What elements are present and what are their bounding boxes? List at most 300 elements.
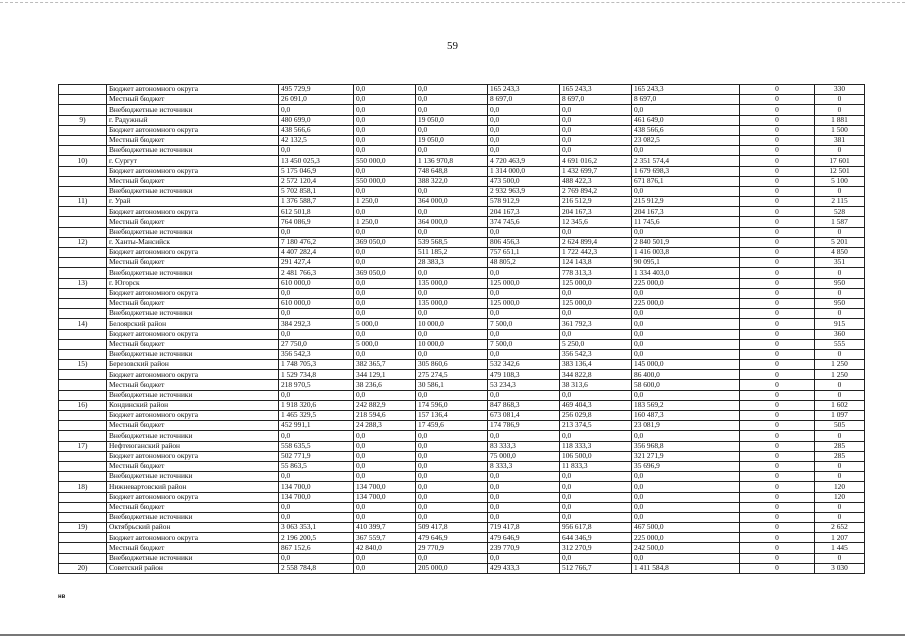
total-value-cell: 612 501,8 (279, 207, 354, 217)
total-value-cell: 495 729,9 (279, 85, 354, 95)
value-col-3-cell: 0,0 (416, 146, 488, 156)
value-col-6-cell: 145 000,0 (632, 360, 740, 370)
value-col-6-cell: 0,0 (632, 288, 740, 298)
value-col-5-cell: 0,0 (560, 227, 632, 237)
row-name-cell: Внебюджетные источники (107, 309, 279, 319)
value-col-8-cell: 3 030 (815, 563, 865, 573)
value-col-3-cell: 0,0 (416, 349, 488, 359)
value-col-6-cell: 1 416 003,8 (632, 248, 740, 258)
value-col-8-cell: 0 (815, 146, 865, 156)
row-number-cell (59, 288, 107, 298)
row-number-cell (59, 380, 107, 390)
table-row (59, 298, 865, 308)
value-col-6-cell: 0,0 (632, 349, 740, 359)
value-col-8-cell: 528 (815, 207, 865, 217)
total-value-cell: 2 481 766,3 (279, 268, 354, 278)
value-col-5-cell: 512 766,7 (560, 563, 632, 573)
row-name-cell: Советский район (107, 563, 279, 573)
value-col-2-cell: 369 050,0 (354, 237, 416, 247)
value-col-4-cell: 4 720 463,9 (488, 156, 560, 166)
value-col-2-cell: 0,0 (354, 472, 416, 482)
value-col-8-cell: 0 (815, 472, 865, 482)
value-col-7-cell: 0 (740, 125, 815, 135)
value-col-3-cell: 135 000,0 (416, 298, 488, 308)
row-number-cell: 12) (59, 237, 107, 247)
value-col-6-cell: 160 487,3 (632, 411, 740, 421)
value-col-5-cell: 0,0 (560, 146, 632, 156)
total-value-cell: 0,0 (279, 512, 354, 522)
value-col-3-cell: 0,0 (416, 288, 488, 298)
value-col-4-cell: 165 243,3 (488, 85, 560, 95)
value-col-8-cell: 915 (815, 319, 865, 329)
row-name-cell: Бюджет автономного округа (107, 207, 279, 217)
value-col-2-cell: 0,0 (354, 125, 416, 135)
value-col-2-cell: 42 840,0 (354, 543, 416, 553)
value-col-2-cell: 0,0 (354, 207, 416, 217)
value-col-7-cell: 0 (740, 390, 815, 400)
row-name-cell: Бюджет автономного округа (107, 85, 279, 95)
value-col-8-cell: 0 (815, 186, 865, 196)
row-name-cell: Местный бюджет (107, 176, 279, 186)
value-col-7-cell: 0 (740, 533, 815, 543)
value-col-7-cell: 0 (740, 105, 815, 115)
value-col-3-cell: 10 000,0 (416, 339, 488, 349)
value-col-8-cell: 0 (815, 309, 865, 319)
row-number-cell (59, 492, 107, 502)
value-col-8-cell: 0 (815, 380, 865, 390)
total-value-cell: 134 700,0 (279, 482, 354, 492)
row-name-cell: Бюджет автономного округа (107, 370, 279, 380)
total-value-cell: 610 000,0 (279, 278, 354, 288)
value-col-4-cell: 1 314 000,0 (488, 166, 560, 176)
value-col-8-cell: 0 (815, 390, 865, 400)
row-name-cell: Внебюджетные источники (107, 431, 279, 441)
total-value-cell: 3 063 353,1 (279, 523, 354, 533)
value-col-7-cell: 0 (740, 339, 815, 349)
table-row (59, 329, 865, 339)
value-col-3-cell: 748 648,8 (416, 166, 488, 176)
value-col-5-cell: 256 029,8 (560, 411, 632, 421)
value-col-7-cell: 0 (740, 309, 815, 319)
row-name-cell: Местный бюджет (107, 543, 279, 553)
value-col-5-cell: 778 313,3 (560, 268, 632, 278)
value-col-5-cell: 165 243,3 (560, 85, 632, 95)
value-col-6-cell: 225 000,0 (632, 533, 740, 543)
value-col-5-cell: 0,0 (560, 431, 632, 441)
value-col-5-cell: 0,0 (560, 553, 632, 563)
value-col-7-cell: 0 (740, 217, 815, 227)
value-col-2-cell: 0,0 (354, 85, 416, 95)
value-col-7-cell: 0 (740, 502, 815, 512)
value-col-2-cell: 0,0 (354, 563, 416, 573)
value-col-8-cell: 1 602 (815, 400, 865, 410)
value-col-6-cell: 671 876,1 (632, 176, 740, 186)
table-row (59, 166, 865, 176)
value-col-8-cell: 120 (815, 492, 865, 502)
value-col-3-cell: 479 646,9 (416, 533, 488, 543)
row-number-cell (59, 339, 107, 349)
table-row (59, 146, 865, 156)
value-col-2-cell: 0,0 (354, 390, 416, 400)
value-col-4-cell: 0,0 (488, 329, 560, 339)
value-col-6-cell: 0,0 (632, 482, 740, 492)
value-col-6-cell: 461 649,0 (632, 115, 740, 125)
row-name-cell: Внебюджетные источники (107, 512, 279, 522)
total-value-cell: 867 152,6 (279, 543, 354, 553)
value-col-8-cell: 0 (815, 288, 865, 298)
total-value-cell: 42 132,5 (279, 135, 354, 145)
value-col-4-cell: 125 000,0 (488, 278, 560, 288)
row-number-cell (59, 207, 107, 217)
value-col-5-cell: 0,0 (560, 329, 632, 339)
row-number-cell (59, 135, 107, 145)
row-number-cell (59, 166, 107, 176)
value-col-7-cell: 0 (740, 237, 815, 247)
value-col-7-cell: 0 (740, 186, 815, 196)
value-col-4-cell: 7 500,0 (488, 339, 560, 349)
value-col-3-cell: 305 860,6 (416, 360, 488, 370)
row-name-cell: г. Сургут (107, 156, 279, 166)
value-col-8-cell: 1 250 (815, 360, 865, 370)
value-col-6-cell: 204 167,3 (632, 207, 740, 217)
value-col-3-cell: 0,0 (416, 125, 488, 135)
value-col-3-cell: 275 274,5 (416, 370, 488, 380)
value-col-3-cell: 0,0 (416, 105, 488, 115)
total-value-cell: 0,0 (279, 502, 354, 512)
value-col-4-cell: 239 770,9 (488, 543, 560, 553)
row-name-cell: Местный бюджет (107, 135, 279, 145)
value-col-5-cell: 2 624 899,4 (560, 237, 632, 247)
row-number-cell (59, 472, 107, 482)
table-row (59, 186, 865, 196)
value-col-2-cell: 550 000,0 (354, 176, 416, 186)
value-col-5-cell: 0,0 (560, 512, 632, 522)
table-row (59, 309, 865, 319)
total-value-cell: 291 427,4 (279, 258, 354, 268)
value-col-8-cell: 330 (815, 85, 865, 95)
value-col-5-cell: 1 722 442,3 (560, 248, 632, 258)
table-row (59, 482, 865, 492)
value-col-7-cell: 0 (740, 523, 815, 533)
row-number-cell: 18) (59, 482, 107, 492)
value-col-4-cell: 806 456,3 (488, 237, 560, 247)
row-number-cell: 13) (59, 278, 107, 288)
row-number-cell (59, 502, 107, 512)
value-col-2-cell: 0,0 (354, 461, 416, 471)
value-col-6-cell: 0,0 (632, 329, 740, 339)
value-col-6-cell: 23 082,5 (632, 135, 740, 145)
value-col-7-cell: 0 (740, 380, 815, 390)
value-col-6-cell: 0,0 (632, 512, 740, 522)
row-number-cell (59, 125, 107, 135)
value-col-4-cell: 83 333,3 (488, 441, 560, 451)
row-number-cell (59, 227, 107, 237)
value-col-3-cell: 17 459,6 (416, 421, 488, 431)
table-row (59, 431, 865, 441)
table-row (59, 176, 865, 186)
value-col-8-cell: 360 (815, 329, 865, 339)
value-col-5-cell: 125 000,0 (560, 278, 632, 288)
table-row (59, 115, 865, 125)
total-value-cell: 7 180 476,2 (279, 237, 354, 247)
value-col-5-cell: 0,0 (560, 135, 632, 145)
value-col-3-cell: 0,0 (416, 512, 488, 522)
table-row (59, 360, 865, 370)
value-col-8-cell: 381 (815, 135, 865, 145)
value-col-2-cell: 0,0 (354, 349, 416, 359)
value-col-4-cell: 0,0 (488, 390, 560, 400)
value-col-3-cell: 29 770,9 (416, 543, 488, 553)
page-number: 59 (447, 40, 458, 52)
value-col-2-cell: 134 700,0 (354, 482, 416, 492)
value-col-5-cell: 8 697,0 (560, 95, 632, 105)
row-number-cell: 17) (59, 441, 107, 451)
row-name-cell: Бюджет автономного округа (107, 411, 279, 421)
value-col-3-cell: 0,0 (416, 227, 488, 237)
value-col-5-cell: 2 769 894,2 (560, 186, 632, 196)
value-col-6-cell: 0,0 (632, 105, 740, 115)
value-col-2-cell: 218 594,6 (354, 411, 416, 421)
value-col-7-cell: 0 (740, 268, 815, 278)
total-value-cell: 480 699,0 (279, 115, 354, 125)
row-number-cell (59, 421, 107, 431)
value-col-7-cell: 0 (740, 431, 815, 441)
value-col-6-cell: 1 679 698,3 (632, 166, 740, 176)
value-col-5-cell: 0,0 (560, 105, 632, 115)
value-col-6-cell: 165 243,3 (632, 85, 740, 95)
row-number-cell (59, 390, 107, 400)
value-col-6-cell: 215 912,9 (632, 197, 740, 207)
value-col-5-cell: 216 512,9 (560, 197, 632, 207)
total-value-cell: 384 292,3 (279, 319, 354, 329)
row-name-cell: г. Ханты-Мансийск (107, 237, 279, 247)
value-col-4-cell: 0,0 (488, 115, 560, 125)
value-col-6-cell: 0,0 (632, 186, 740, 196)
row-name-cell: Местный бюджет (107, 502, 279, 512)
value-col-3-cell: 0,0 (416, 451, 488, 461)
row-number-cell (59, 461, 107, 471)
value-col-8-cell: 351 (815, 258, 865, 268)
value-col-4-cell: 8 333,3 (488, 461, 560, 471)
value-col-7-cell: 0 (740, 553, 815, 563)
value-col-2-cell: 1 250,0 (354, 197, 416, 207)
value-col-3-cell: 539 568,5 (416, 237, 488, 247)
value-col-3-cell: 0,0 (416, 95, 488, 105)
value-col-7-cell: 0 (740, 329, 815, 339)
row-name-cell: Местный бюджет (107, 421, 279, 431)
value-col-7-cell: 0 (740, 461, 815, 471)
value-col-2-cell: 0,0 (354, 309, 416, 319)
value-col-2-cell: 0,0 (354, 146, 416, 156)
value-col-6-cell: 0,0 (632, 472, 740, 482)
value-col-8-cell: 950 (815, 298, 865, 308)
value-col-6-cell: 8 697,0 (632, 95, 740, 105)
value-col-2-cell: 0,0 (354, 95, 416, 105)
value-col-6-cell: 90 095,1 (632, 258, 740, 268)
scan-edge-bottom (0, 634, 905, 636)
value-col-5-cell: 118 333,3 (560, 441, 632, 451)
table-row (59, 441, 865, 451)
value-col-5-cell: 106 500,0 (560, 451, 632, 461)
value-col-7-cell: 0 (740, 360, 815, 370)
row-number-cell (59, 268, 107, 278)
total-value-cell: 13 450 025,3 (279, 156, 354, 166)
value-col-4-cell: 0,0 (488, 553, 560, 563)
value-col-5-cell: 5 250,0 (560, 339, 632, 349)
row-name-cell: г. Урай (107, 197, 279, 207)
value-col-5-cell: 0,0 (560, 288, 632, 298)
table-row (59, 492, 865, 502)
value-col-6-cell: 0,0 (632, 319, 740, 329)
value-col-3-cell: 0,0 (416, 85, 488, 95)
value-col-3-cell: 0,0 (416, 441, 488, 451)
value-col-5-cell: 0,0 (560, 115, 632, 125)
value-col-4-cell: 374 745,6 (488, 217, 560, 227)
value-col-2-cell: 24 288,3 (354, 421, 416, 431)
value-col-6-cell: 0,0 (632, 390, 740, 400)
value-col-7-cell: 0 (740, 349, 815, 359)
value-col-4-cell: 125 000,0 (488, 298, 560, 308)
value-col-5-cell: 0,0 (560, 502, 632, 512)
row-number-cell (59, 349, 107, 359)
value-col-5-cell: 356 542,3 (560, 349, 632, 359)
row-number-cell: 19) (59, 523, 107, 533)
total-value-cell: 452 991,1 (279, 421, 354, 431)
value-col-3-cell: 0,0 (416, 461, 488, 471)
total-value-cell: 2 196 200,5 (279, 533, 354, 543)
value-col-2-cell: 0,0 (354, 258, 416, 268)
row-name-cell: Березовский район (107, 360, 279, 370)
value-col-3-cell: 174 596,0 (416, 400, 488, 410)
value-col-4-cell: 578 912,9 (488, 197, 560, 207)
value-col-5-cell: 125 000,0 (560, 298, 632, 308)
value-col-6-cell: 225 000,0 (632, 298, 740, 308)
value-col-3-cell: 157 136,4 (416, 411, 488, 421)
value-col-2-cell: 0,0 (354, 135, 416, 145)
value-col-2-cell: 134 700,0 (354, 492, 416, 502)
value-col-3-cell: 0,0 (416, 207, 488, 217)
value-col-4-cell: 429 433,3 (488, 563, 560, 573)
value-col-4-cell: 0,0 (488, 502, 560, 512)
row-number-cell (59, 95, 107, 105)
value-col-6-cell: 321 271,9 (632, 451, 740, 461)
value-col-6-cell: 356 968,8 (632, 441, 740, 451)
value-col-4-cell: 174 786,9 (488, 421, 560, 431)
value-col-7-cell: 0 (740, 482, 815, 492)
value-col-5-cell: 344 822,8 (560, 370, 632, 380)
value-col-4-cell: 0,0 (488, 227, 560, 237)
table-row (59, 278, 865, 288)
value-col-6-cell: 225 000,0 (632, 278, 740, 288)
value-col-4-cell: 7 500,0 (488, 319, 560, 329)
row-name-cell: Нижневартовский район (107, 482, 279, 492)
value-col-8-cell: 0 (815, 502, 865, 512)
value-col-7-cell: 0 (740, 197, 815, 207)
value-col-7-cell: 0 (740, 451, 815, 461)
total-value-cell: 218 970,5 (279, 380, 354, 390)
row-name-cell: Внебюджетные источники (107, 472, 279, 482)
total-value-cell: 26 091,0 (279, 95, 354, 105)
row-number-cell: 14) (59, 319, 107, 329)
table-row (59, 217, 865, 227)
value-col-8-cell: 5 201 (815, 237, 865, 247)
value-col-5-cell: 312 270,9 (560, 543, 632, 553)
value-col-8-cell: 0 (815, 461, 865, 471)
value-col-8-cell: 0 (815, 105, 865, 115)
table-row (59, 268, 865, 278)
value-col-5-cell: 0,0 (560, 482, 632, 492)
value-col-4-cell: 0,0 (488, 349, 560, 359)
value-col-5-cell: 0,0 (560, 492, 632, 502)
value-col-4-cell: 0,0 (488, 492, 560, 502)
value-col-3-cell: 1 136 970,8 (416, 156, 488, 166)
value-col-5-cell: 4 691 016,2 (560, 156, 632, 166)
table-row (59, 156, 865, 166)
value-col-3-cell: 364 000,0 (416, 217, 488, 227)
table-row (59, 207, 865, 217)
table-row (59, 319, 865, 329)
value-col-3-cell: 10 000,0 (416, 319, 488, 329)
table-row (59, 472, 865, 482)
value-col-2-cell: 0,0 (354, 186, 416, 196)
value-col-8-cell: 285 (815, 441, 865, 451)
row-name-cell: Бюджет автономного округа (107, 166, 279, 176)
row-name-cell: Местный бюджет (107, 461, 279, 471)
table-row (59, 349, 865, 359)
row-name-cell: Октябрьский район (107, 523, 279, 533)
value-col-7-cell: 0 (740, 258, 815, 268)
value-col-4-cell: 0,0 (488, 309, 560, 319)
value-col-4-cell: 0,0 (488, 125, 560, 135)
row-number-cell (59, 370, 107, 380)
row-name-cell: Внебюджетные источники (107, 268, 279, 278)
row-name-cell: Местный бюджет (107, 217, 279, 227)
total-value-cell: 438 566,6 (279, 125, 354, 135)
value-col-2-cell: 0,0 (354, 166, 416, 176)
value-col-4-cell: 8 697,0 (488, 95, 560, 105)
table-row (59, 461, 865, 471)
footer-mark: нв (58, 594, 66, 600)
total-value-cell: 4 407 282,4 (279, 248, 354, 258)
value-col-3-cell: 0,0 (416, 390, 488, 400)
value-col-6-cell: 438 566,6 (632, 125, 740, 135)
value-col-3-cell: 388 322,0 (416, 176, 488, 186)
value-col-3-cell: 0,0 (416, 472, 488, 482)
row-number-cell: 11) (59, 197, 107, 207)
value-col-5-cell: 383 136,4 (560, 360, 632, 370)
value-col-6-cell: 0,0 (632, 227, 740, 237)
row-name-cell: Внебюджетные источники (107, 146, 279, 156)
value-col-5-cell: 1 432 699,7 (560, 166, 632, 176)
table-row (59, 370, 865, 380)
value-col-6-cell: 0,0 (632, 502, 740, 512)
value-col-6-cell: 1 334 403,0 (632, 268, 740, 278)
table-row (59, 543, 865, 553)
row-number-cell (59, 431, 107, 441)
value-col-8-cell: 5 100 (815, 176, 865, 186)
table-row (59, 421, 865, 431)
total-value-cell: 134 700,0 (279, 492, 354, 502)
value-col-7-cell: 0 (740, 135, 815, 145)
row-number-cell (59, 329, 107, 339)
total-value-cell: 1 529 734,8 (279, 370, 354, 380)
value-col-2-cell: 367 559,7 (354, 533, 416, 543)
total-value-cell: 2 558 784,8 (279, 563, 354, 573)
total-value-cell: 5 175 046,9 (279, 166, 354, 176)
total-value-cell: 0,0 (279, 309, 354, 319)
row-number-cell (59, 105, 107, 115)
table-row (59, 512, 865, 522)
